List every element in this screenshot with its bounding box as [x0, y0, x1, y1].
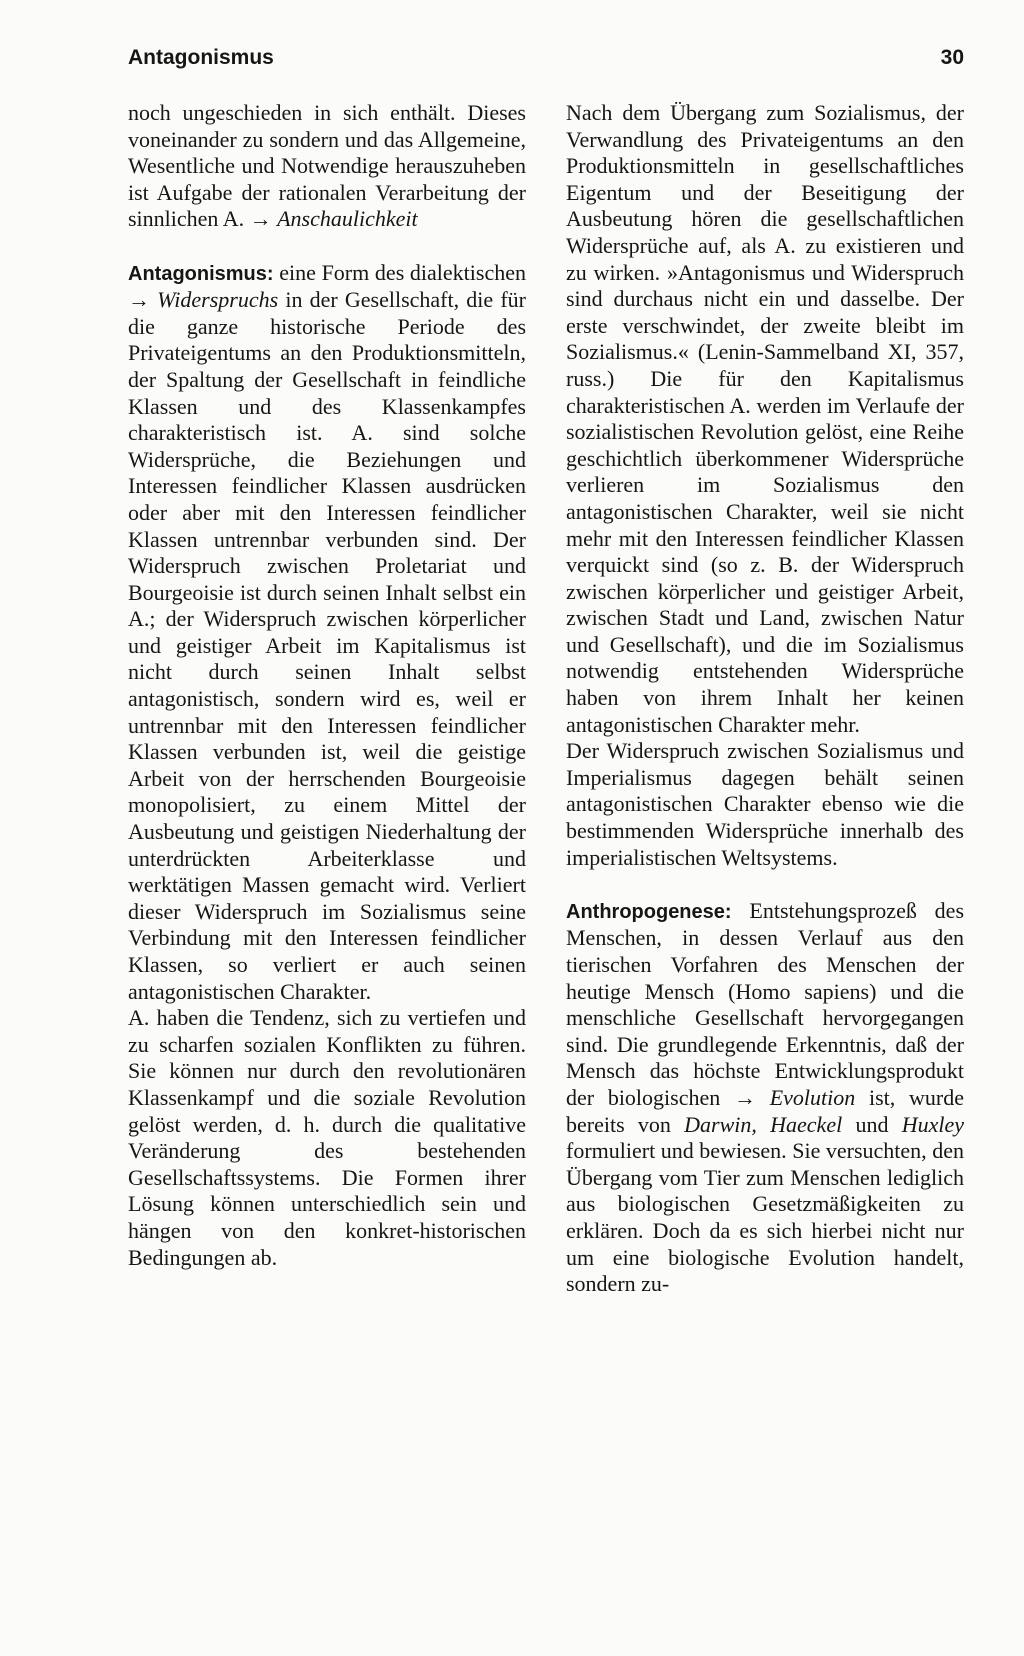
continuation-text: noch ungeschieden in sich enthält. Dieses voneinander zu sondern und das Allgemeine, Wesentliche und Notwendige herauszuheben ist Aufgabe der rationalen Verarbeitung der sinnlichen A.: [128, 100, 526, 232]
entry-text-part2: ist, wurde bereits von: [566, 1084, 964, 1137]
cross-reference-arrow: →: [733, 1084, 756, 1110]
cross-reference-evolution[interactable]: Evolution: [769, 1084, 856, 1110]
entry-term-antagonismus: Antagonismus:: [128, 262, 274, 285]
cross-reference-anschaulichkeit[interactable]: Anschaulichkeit: [277, 206, 418, 232]
paragraph-socialism: Nach dem Übergang zum Sozialismus, der Verwandlung des Privateigentums an den Produktionsmitteln in gesellschaftliches Eigentum und der Beseitigung der Ausbeutung hören die gesellschaftlichen Widersprüche auf, als A. zu existieren und zu wirken. »Antagonismus und Widerspruch sind durchaus nicht ein und dasselbe. Der erste verschwindet, der zweite bleibt im Sozialismus.« (Lenin-Sammelband XI, 357, russ.) Die für den Kapitalismus charakteristischen A. werden im Verlaufe der sozialistischen Revolution gelöst, eine Reihe geschichtlich überkommener Widersprüche verlieren im Sozialismus den antagonistischen Charakter, weil sie nicht mehr mit den Interessen feindlicher Klassen verquickt sind (so z. B. der Widerspruch zwischen körperlicher und geistiger Arbeit, zwischen Stadt und Land, zwischen Natur und Gesellschaft), und die im Sozialismus notwendig entstehenden Widersprüche haben von ihrem Inhalt her keinen antagonistischen Charakter mehr.: [566, 100, 964, 737]
names-darwin-haeckel: Darwin, Haeckel: [684, 1111, 843, 1137]
paragraph-tendency: A. haben die Tendenz, sich zu vertiefen und zu scharfen sozialen Konflikten zu führen. Sie können nur durch den revolutionären Klassenkampf und die soziale Revolution gelöst werden, d. h. durch die qualitative Veränderung des bestehenden Gesellschaftssystems. Die Formen ihrer Lösung können unterschiedlich sein und hängen von den konkret-historischen Bedingungen ab.: [128, 1005, 526, 1270]
entry-intro-text: eine Form des dialektischen: [279, 259, 526, 285]
right-column: [566, 100, 964, 1298]
entry-text-part3: und: [855, 1111, 889, 1137]
cross-reference-arrow: →: [128, 287, 150, 313]
entry-spacer: [128, 233, 526, 260]
entry-body-text: in der Gesellschaft, die für die ganze historische Periode des Privateigentums an den Produktionsmitteln, der Spaltung der Gesellschaft in feindliche Klassen und des Klassenkampfes charakteristisch ist. A. sind solche Widersprüche, die Beziehungen und Interessen feindlicher Klassen ausdrücken oder aber mit den Interessen feindlicher Klassen untrennbar verbunden sind. Der Widerspruch zwischen Proletariat und Bourgeoisie ist durch seinen Inhalt selbst ein A.; der Widerspruch zwischen körperlicher und geistiger Arbeit im Kapitalismus ist nicht durch seinen Inhalt selbst antagonistisch, sondern wird es, weil er untrennbar mit den Interessen feindlicher Klassen verbunden ist, weil die geistige Arbeit von der herrschenden Bourgeoisie monopolisiert, zu einem Mittel der Ausbeutung und geistigen Niederhaltung der unterdrückten Arbeiterklasse und werktätigen Massen gemacht wird. Verliert dieser Widerspruch im Sozialismus seine Verbindung mit den Interessen feindlicher Klassen, so verliert er auch seinen antagonistischen Charakter.: [128, 287, 526, 1004]
running-header: [128, 46, 964, 78]
left-column: [128, 100, 526, 1271]
page-number: 30: [940, 46, 964, 69]
name-huxley: Huxley: [901, 1111, 964, 1137]
entry-text-part4: formuliert und bewiesen. Sie versuchten, den Übergang vom Tier zum Menschen lediglich aus biologischen Gesetzmäßigkeiten zu erklären. Doch da es sich hierbei nicht nur um eine biologische Evolution handelt, sondern zu-: [566, 1138, 964, 1297]
entry-spacer: [566, 871, 964, 898]
running-head-word: Antagonismus: [128, 46, 274, 69]
continuation-paragraph: [128, 100, 526, 233]
entry-term-anthropogenese: Anthropogenese:: [566, 900, 732, 923]
cross-reference-widerspruchs[interactable]: Widerspruchs: [157, 287, 279, 313]
cross-reference-arrow: →: [249, 206, 272, 232]
entry-anthropogenese: [566, 898, 964, 1298]
entry-antagonismus: [128, 260, 526, 1006]
paragraph-imperialism: Der Widerspruch zwischen Sozialismus und Imperialismus dagegen behält seinen antagonistischen Charakter ebenso wie die bestimmenden Widersprüche innerhalb des imperialistischen Weltsystems.: [566, 738, 964, 870]
entry-text-part1: Entstehungsprozeß des Menschen, in dessen Verlauf aus den tierischen Vorfahren des Menschen der heutige Mensch (Homo sapiens) und die menschliche Gesellschaft hervorgegangen sind. Die grundlegende Erkenntnis, daß der Mensch das höchste Entwicklungsprodukt der biologischen: [566, 897, 965, 1110]
